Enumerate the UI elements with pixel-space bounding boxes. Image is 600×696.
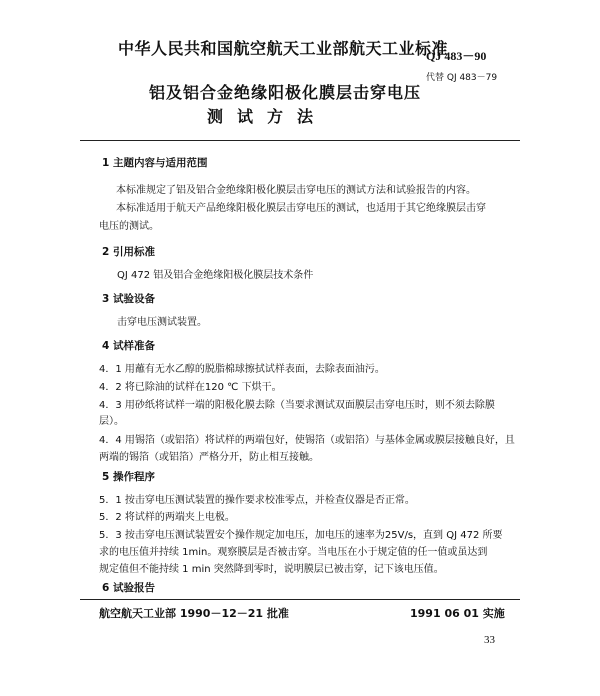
paragraph-line: 本标准规定了铝及铝合金绝缘阳极化膜层击穿电压的测试方法和试验报告的内容。	[116, 185, 476, 196]
approval-date: 航空航天工业部 1990－12－21 批准	[99, 607, 289, 620]
footer-rule	[80, 599, 520, 600]
section-heading: 2 引用标准	[102, 246, 155, 258]
section-heading: 3 试验设备	[102, 293, 155, 305]
paragraph-line: 4．2 将已除油的试样在120 ℃ 下烘干。	[99, 382, 282, 393]
paragraph-line: 层）。	[99, 416, 124, 427]
page-number: 33	[484, 634, 495, 646]
paragraph-line: 5．3 按击穿电压测试装置安个操作规定加电压，加电压的速率为25V/s，直到 QJ 472 所要	[99, 530, 503, 541]
paragraph-line: 4．3 用砂纸将试样一端的阳极化膜去除（当要求测试双面膜层击穿电压时，则不须去除膜	[99, 400, 495, 411]
implementation-date: 1991 06 01 实施	[410, 607, 505, 620]
section-heading: 6 试验报告	[102, 582, 155, 594]
paragraph-line: 击穿电压测试装置。	[117, 317, 207, 328]
paragraph-line: 4．4 用锡箔（或铝箔）将试样的两端包好，使锡箔（或铝箔）与基体金属或膜层接触良好，且	[99, 435, 515, 446]
paragraph-line: 规定值但不能持续 1 min 突然降到零时，说明膜层已被击穿，记下该电压值。	[99, 564, 444, 575]
paragraph-line: 5．1 按击穿电压测试装置的操作要求校准零点，并检查仪器是否正常。	[99, 495, 415, 506]
paragraph-line: 5．2 将试样的两端夹上电极。	[99, 512, 235, 523]
replaces-standard: 代替 QJ 483－79	[426, 73, 498, 83]
paragraph-line: 求的电压值并持续 1min。观察膜层是否被击穿。当电压在小于规定值的任一值或虽达到	[99, 547, 488, 558]
document-title: 铝及铝合金绝缘阳极化膜层击穿电压	[149, 83, 422, 102]
paragraph-line: 本标准适用于航天产品绝缘阳极化膜层击穿电压的测试，也适用于其它绝缘膜层击穿	[116, 203, 486, 214]
paragraph-line: QJ 472 铝及铝合金绝缘阳极化膜层技术条件	[117, 270, 314, 281]
section-heading: 1 主题内容与适用范围	[102, 157, 208, 169]
paragraph-line: 两端的锡箔（或铝箔）严格分开，防止相互接触。	[99, 452, 319, 463]
document-subtitle: 测试方法	[207, 107, 328, 126]
paragraph-line: 电压的测试。	[99, 221, 159, 232]
standard-number: QJ 483－90	[426, 49, 487, 63]
title-rule	[80, 140, 520, 141]
paragraph-line: 4．1 用蘸有无水乙醇的脱脂棉球擦拭试样表面，去除表面油污。	[99, 364, 385, 375]
section-heading: 4 试样准备	[102, 340, 155, 352]
section-heading: 5 操作程序	[102, 471, 155, 483]
issuing-organization: 中华人民共和国航空航天工业部航天工业标准	[118, 39, 449, 58]
